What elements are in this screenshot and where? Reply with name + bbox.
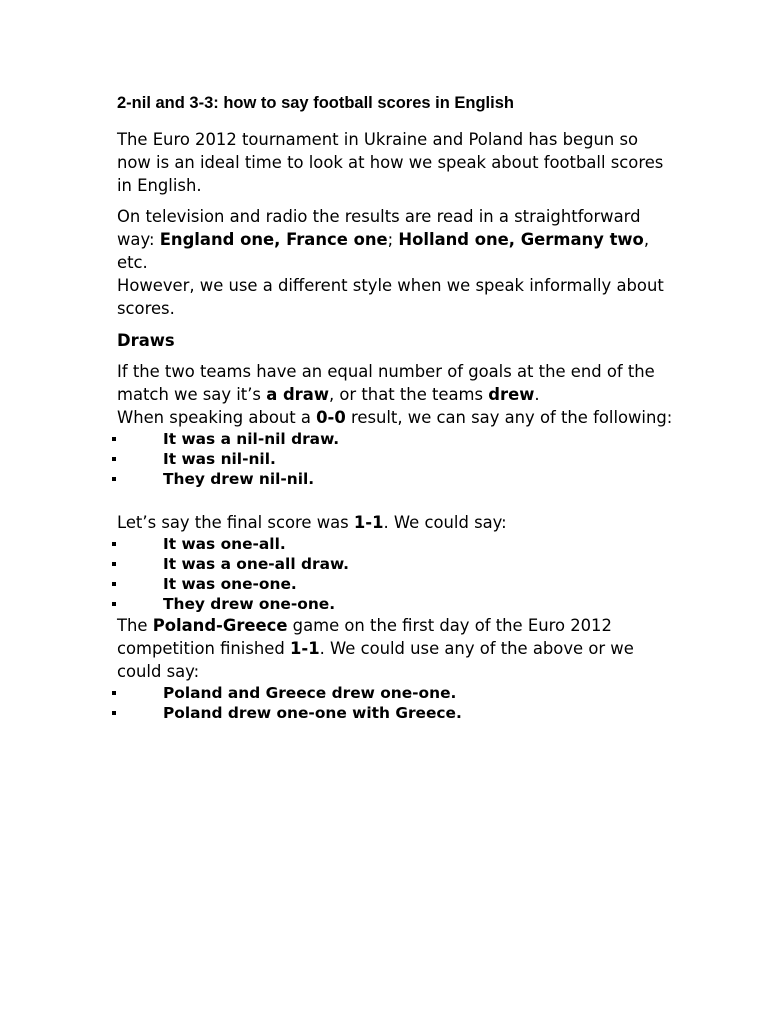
broadcast-separator: ; <box>387 230 399 249</box>
broadcast-paragraph <box>117 205 677 274</box>
zero-score: 0-0 <box>316 408 346 427</box>
draws-term-drew: drew <box>488 385 535 404</box>
poland-score: 1-1 <box>289 639 320 658</box>
bullet-icon <box>112 477 116 481</box>
bullet-icon <box>112 542 116 546</box>
list-item: Poland drew one-one with Greece. <box>117 703 677 723</box>
bullet-icon <box>112 602 116 606</box>
one-list <box>117 534 677 614</box>
list-item: It was one-one. <box>117 574 677 594</box>
one-text: Let’s say the final score was <box>117 513 354 532</box>
broadcast-text: On television and radio the results are read in a straightforward way: <box>117 207 641 249</box>
draws-heading: Draws <box>117 331 175 350</box>
bullet-icon <box>112 437 116 441</box>
poland-text: The <box>117 616 153 635</box>
list-item: It was one-all. <box>117 534 677 554</box>
one-paragraph <box>117 511 677 534</box>
poland-match: Poland-Greece <box>152 616 288 635</box>
list-item: It was a one-all draw. <box>117 554 677 574</box>
broadcast-example-2: Holland one, Germany two <box>398 230 644 249</box>
draws-paragraph <box>117 360 677 406</box>
bullet-icon <box>112 457 116 461</box>
document-title: 2-nil and 3-3: how to say football scores in English <box>117 94 514 112</box>
zero-list <box>117 429 677 489</box>
document-page <box>117 92 677 723</box>
draws-term-draw: a draw <box>266 385 329 404</box>
blank-line <box>117 489 677 511</box>
zero-paragraph <box>117 406 677 429</box>
list-item: Poland and Greece drew one-one. <box>117 683 677 703</box>
bullet-icon <box>112 691 116 695</box>
intro-paragraph: The Euro 2012 tournament in Ukraine and Poland has begun so now is an ideal time to look at how we speak about football scores in English. <box>117 130 664 195</box>
list-item: It was a nil-nil draw. <box>117 429 677 449</box>
bullet-icon <box>112 562 116 566</box>
draws-text-mid: , or that the teams <box>328 385 489 404</box>
list-item: It was nil-nil. <box>117 449 677 469</box>
poland-suffix: . We could use any of the above or we could say: <box>117 639 634 681</box>
zero-suffix: result, we can say any of the following: <box>345 408 673 427</box>
list-item: They drew one-one. <box>117 594 677 614</box>
informal-paragraph: However, we use a different style when we speak informally about scores. <box>117 276 664 318</box>
zero-text: When speaking about a <box>117 408 317 427</box>
poland-paragraph <box>117 614 677 683</box>
broadcast-example-1: England one, France one <box>159 230 388 249</box>
broadcast-suffix: , etc. <box>117 230 650 272</box>
bullet-icon <box>112 711 116 715</box>
bullet-icon <box>112 582 116 586</box>
draws-text: If the two teams have an equal number of goals at the end of the match we say it’s <box>117 362 655 404</box>
list-item: They drew nil-nil. <box>117 469 677 489</box>
one-score: 1-1 <box>353 513 384 532</box>
poland-list <box>117 683 677 723</box>
one-suffix: . We could say: <box>383 513 507 532</box>
draws-suffix: . <box>534 385 540 404</box>
poland-text-mid: game on the first day of the Euro 2012 competition finished <box>117 616 612 658</box>
